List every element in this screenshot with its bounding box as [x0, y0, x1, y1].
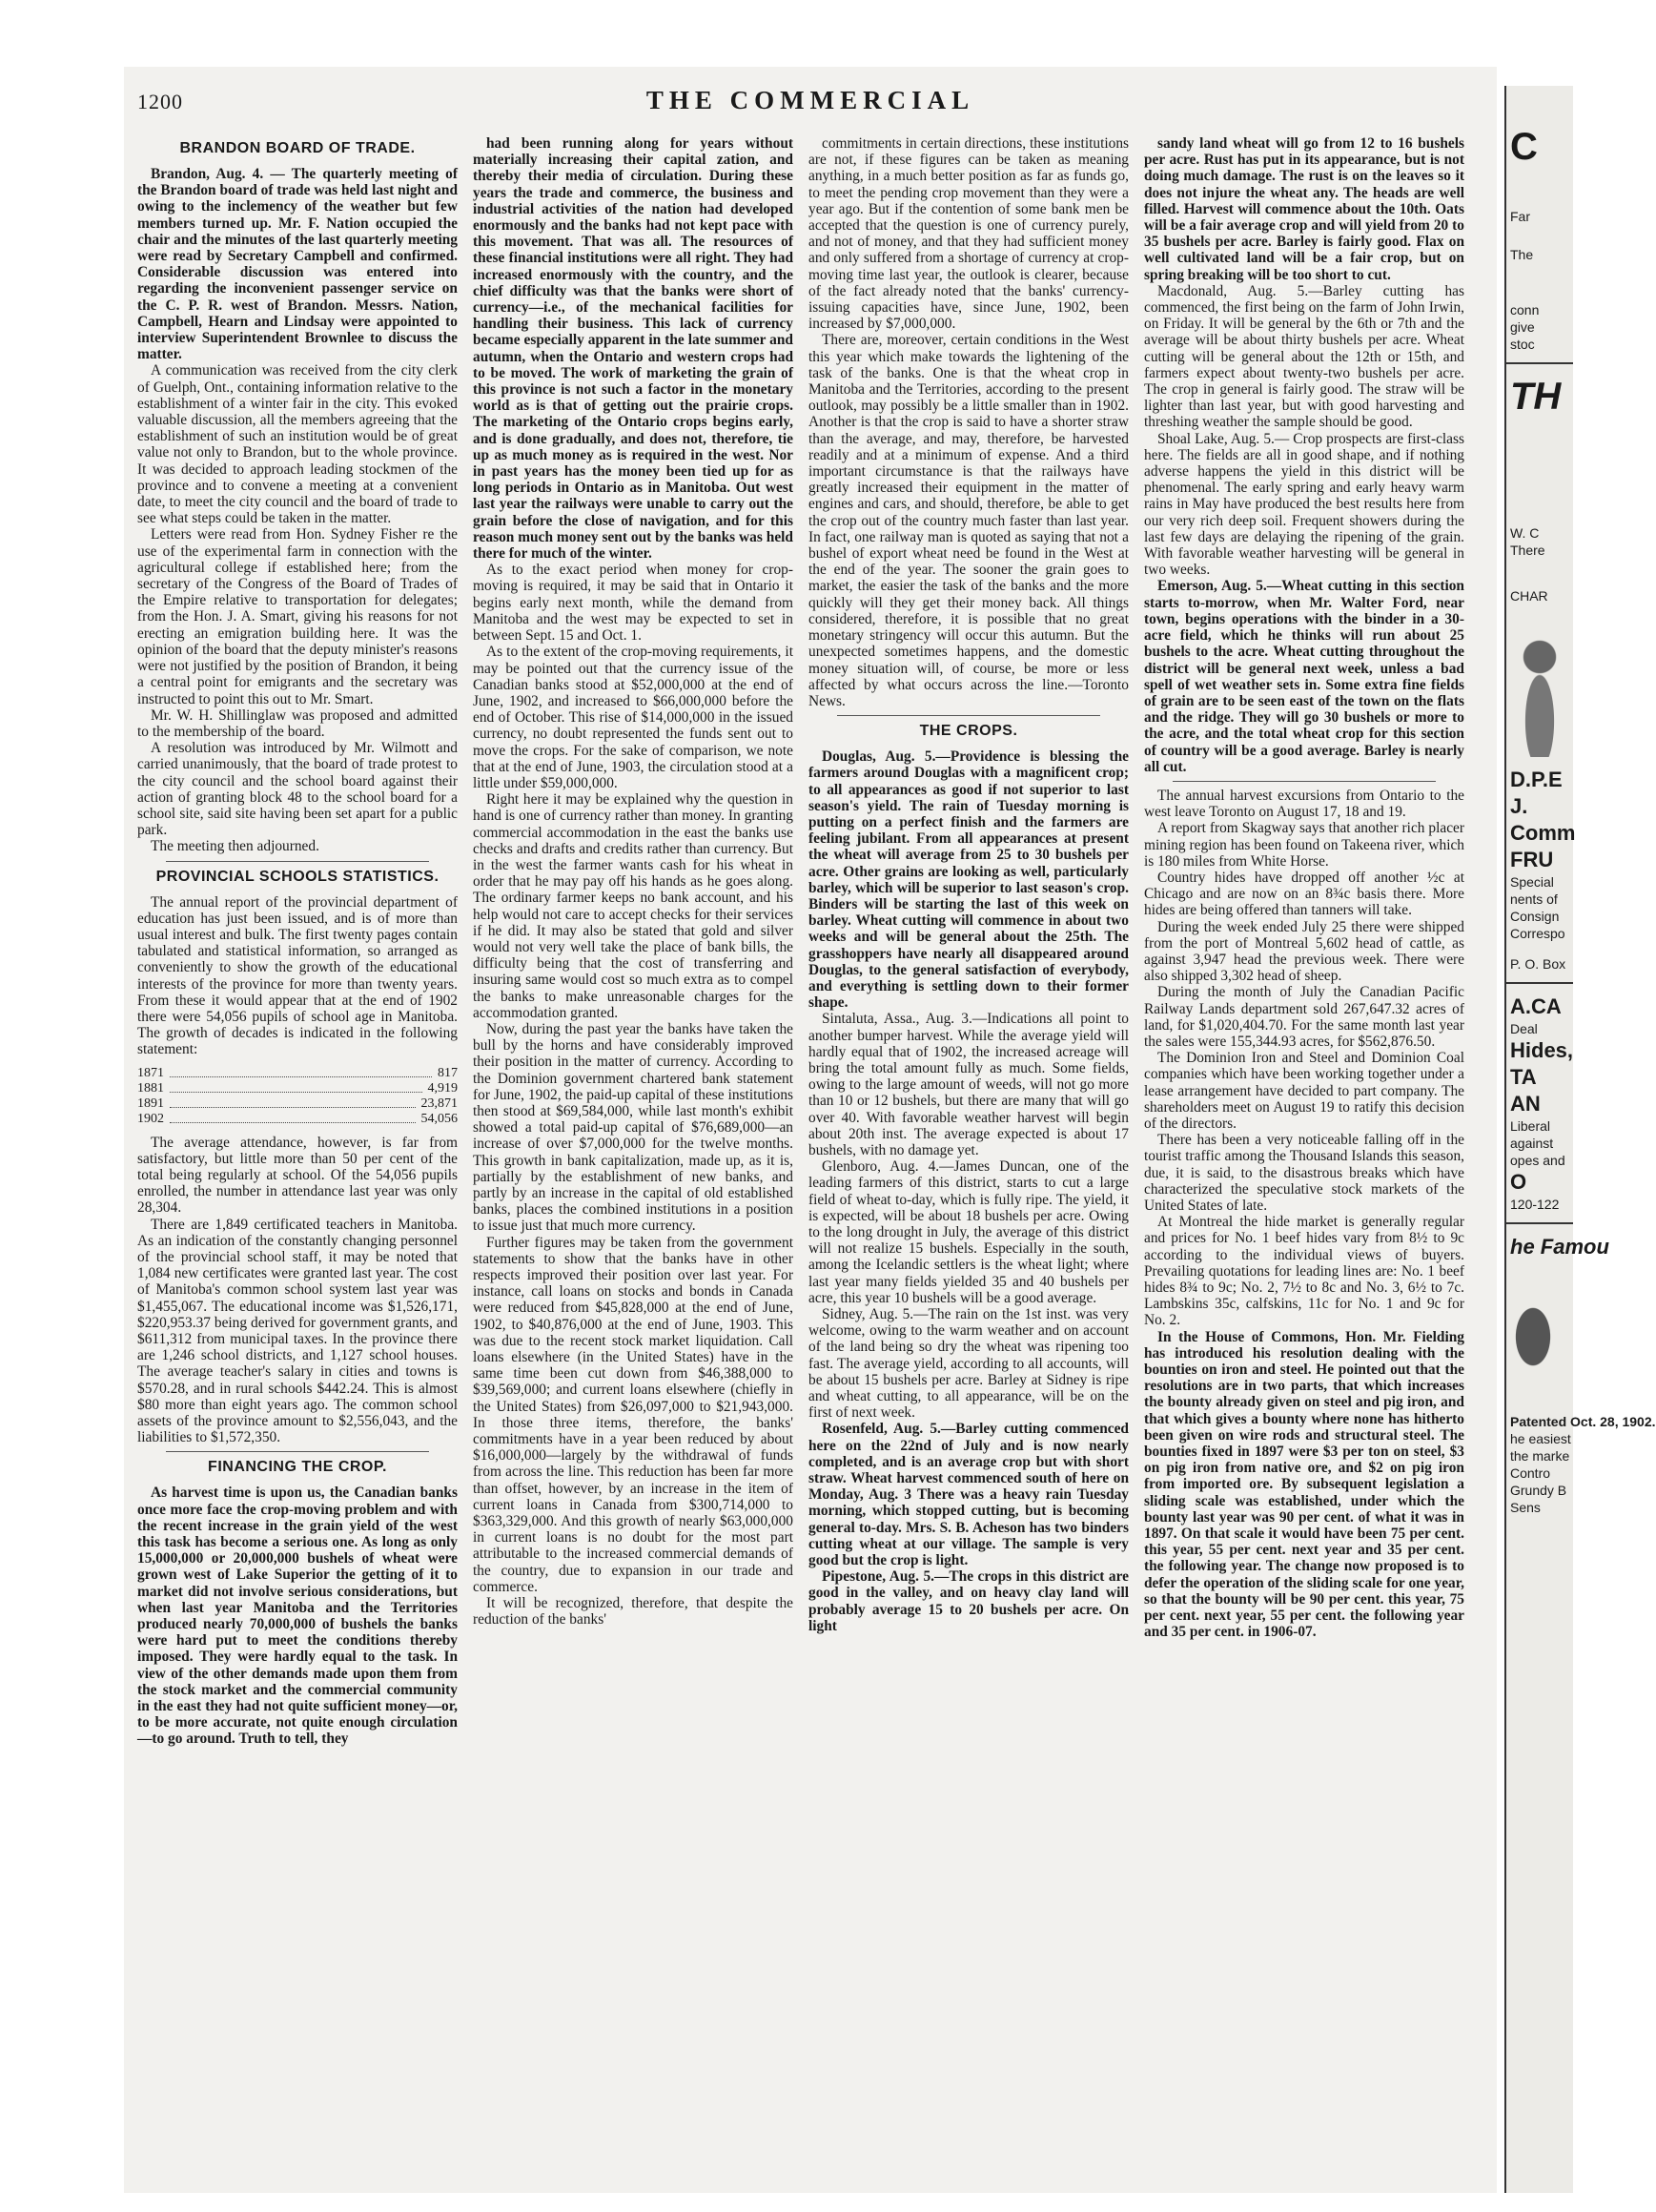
ad-fragment: opes and	[1510, 1153, 1565, 1168]
ad-fragment: W. C	[1510, 525, 1540, 541]
stat-value: 4,919	[427, 1080, 458, 1096]
stat-value: 23,871	[420, 1096, 458, 1111]
paragraph: Right here it may be explained why the question in hand is one of currency rather than money. In granting commercial accommodation in the east the banks use checks and drafts and credits rather than currency. But in the west the farmer wants cash for his wheat in order that he may pay off his hands as he goes along. The ordinary farmer keeps no bank account, and his help would not care to accept checks for their services if he did. It may also be stated that gold and silver would not very well take the place of bank bills, the difficulty being that the cost of transferring and insuring same would cost so much extra as to compel the banks to make unreasonable charges for the accommodation granted.	[473, 791, 793, 1021]
paragraph: There are 1,849 certificated teachers in Manitoba. As an indication of the constantly changing personnel of the provincial school staff, it may be noted that 1,084 new certificates were granted last year. The cost of Manitoba's common school system last year was $1,455,067. The educational income was $1,526,171, $220,953.37 being derived for government grants, and $611,312 from municipal taxes. In the province there are 1,246 school districts, and 1,127 school houses. The average teacher's salary in cities and towns is $570.28, and in rural schools $442.24. This is almost $80 more than eight years ago. The common school assets of the province amount to $2,556,043, and the liabilities to $1,572,350.	[137, 1216, 458, 1446]
paragraph: At Montreal the hide market is generally regular and prices for No. 1 beef hides vary from 8½ to 9c according to the individual views of buyers. Prevailing quotations for leading lines are: No. 1 beef hides 8¾ to 9c; No. 2, 7½ to 8c and No. 3, 6½ to 7c. Lambskins 35c, calfskins, 11c for No. 1 and 9c for No. 2.	[1144, 1214, 1464, 1329]
paragraph: During the week ended July 25 there were shipped from the port of Montreal 5,602 head of cattle, as against 3,947 head the previous week. There were also shipped 3,302 head of sheep.	[1144, 918, 1464, 985]
paragraph: Now, during the past year the banks have taken the bull by the horns and have considerably improved their position in the matter of currency. According to the Dominion government chartered bank statement for June, 1902, the paid-up capital of these institutions then stood at $69,584,000, while last month's exhibit showed a total paid-up capital of $76,689,000—an increase of over $7,000,000 for the twelve months. This growth in bank capitalization, made up, as it is, partially by the establishment of new banks, and partly by an increase in the capital of old established banks, places the combined institutions in a position to issue just that much more currency.	[473, 1020, 793, 1235]
ad-illustration	[1506, 1270, 1573, 1403]
newspaper-page	[124, 67, 1497, 2193]
paragraph: had been running along for years without materially increasing their capital zation, and thereby their media of circulation. During these years the trade and commerce, the business and industrial activities of the nation had developed enormously and the banks had not kept pace with this movement. That was all. The resources of these financial institutions were all right. They had increased enormously with the country, and the chief difficulty was that the banks were short of currency—i.e., of the mechanical facilities for handling their business. This lack of currency became especially apparent in the late summer and autumn, when the Ontario and western crops had to be moved. The work of marketing the grain of this province is not such a factor in the monetary world as is that of getting out the prairie crops. The marketing of the Ontario crops begins early, and is done gradually, and does not, therefore, tie up as much money as is required in the west. Nor in past years has the money been tied up for as long periods in Ontario as in Manitoba. Out west last year the railways were unable to carry out the grain before the close of navigation, and for this reason much money sent out by the banks was held there for much of the winter.	[473, 135, 793, 563]
paragraph: commitments in certain directions, these institutions are not, if these figures can be taken as meaning anything, in a much better position as far as funds go, to meet the pending crop movement than they were a year ago. But if the contention of some bank men be accepted that the question is one of currency purely, and not of money, and that they had sufficient money and only suffered from a shortage of currency at crop-moving time last year, the outlook is clearer, because of the fact already noted that the banks' currency-issuing capacities have, since June, 1902, been increased by $7,000,000.	[808, 135, 1129, 333]
ad-fragment: The	[1510, 247, 1534, 262]
adjacent-page-ads	[1504, 86, 1656, 2193]
headline-financing-crop: FINANCING THE CROP.	[208, 1459, 387, 1476]
ad-fragment: J.	[1510, 794, 1528, 818]
ad-fragment: he easiest	[1510, 1431, 1571, 1446]
masthead-title: THE COMMERCIAL	[645, 86, 975, 114]
paragraph: The meeting then adjourned.	[151, 838, 319, 855]
divider	[1173, 781, 1436, 782]
column-1	[137, 135, 458, 2185]
paragraph: Mr. W. H. Shillinglaw was proposed and admitted to the membership of the board.	[137, 707, 458, 740]
column-4	[1144, 135, 1464, 2185]
table-row	[137, 1066, 458, 1081]
paragraph: As to the extent of the crop-moving requirements, it may be pointed out that the currency issue of the Canadian banks stood at $52,000,000 at the end of June, 1902, and increased to $66,000,000 before the end of October. This rise of $14,000,000 in the issued currency, no doubt represented the funds sent out to move the crops. For the sake of comparison, we note that at the end of June, 1903, the circulation stood at a little under $59,000,000.	[473, 644, 793, 791]
page-header	[124, 67, 1497, 124]
paragraph: The annual harvest excursions from Ontario to the west leave Toronto on August 17, 18 and 19.	[1144, 787, 1464, 821]
ad-fragment: Patented Oct. 28, 1902.	[1510, 1414, 1656, 1429]
ad-fragment: the marke	[1510, 1448, 1570, 1464]
ad-fragment: AN	[1510, 1092, 1541, 1116]
column-2	[473, 135, 793, 2185]
ad-fragment: Contro	[1510, 1465, 1551, 1481]
paragraph: A resolution was introduced by Mr. Wilmott and carried unanimously, that the board of trade protest to the city council and the school board against their action of granting block 48 to the school board for a school site, said site having been set apart for a public park.	[137, 740, 458, 839]
paragraph: Brandon, Aug. 4. — The quarterly meeting of the Brandon board of trade was held last night and owing to the inclemency of the weather but few members turned up. Mr. F. Nation occupied the chair and the minutes of the last quarterly meeting were read by Secretary Campbell and confirmed. Considerable discussion was entered into regarding the inconvenient passenger service on the C. P. R. west of Brandon. Messrs. Nation, Campbell, Hearn and Lindsay were appointed to interview Superintendent Brownlee to discuss the matter.	[137, 166, 458, 363]
paragraph: Further figures may be taken from the government statements to show that the banks have in other respects improved their position over last year. For instance, call loans on stocks and bonds in Canada were reduced from $45,828,000 at the end of June, 1902, to $40,876,000 at the end of June, 1903. This was due to the recent stock market liquidation. Call loans elsewhere (in the United States) have in the same time been cut down from $46,388,000 to $39,569,000; and current loans elsewhere (chiefly in the United States) from $26,097,000 to $21,943,000. In those three items, therefore, the banks' commitments have in a year been reduced by about $16,000,000—largely by the withdrawal of funds from across the line. This reduction has been far more than offset, however, by an increase in the item of current loans in Canada from $300,714,000 to $363,329,000. And this growth of nearly $63,000,000 in current loans is no doubt for the most part attributable to the increased commercial demands of the country, due to expansion in our trade and commerce.	[473, 1234, 793, 1595]
ad-fragment: Grundy B	[1510, 1483, 1567, 1498]
paragraph: Glenboro, Aug. 4.—James Duncan, one of the leading farmers of this district, starts to cut a large field of wheat to-day, which is fully ripe. The yield, it is expected, will be about 18 bushels per acre. Owing to the long drought in July, the average of this district will not realize 15 bushels. Especially in the south, among the Icelandic settlers is the wheat light; where last year many fields yielded 35 and 40 bushels per acre, this year 10 bushels will be a good average.	[808, 1158, 1129, 1306]
ad-fragment: stoc	[1510, 337, 1535, 352]
paragraph: During the month of July the Canadian Pacific Railway Lands department sold 267,647.32 acres of land, for $1,020,404.70. For the same month last year the sales were 155,344.93 acres, for $562,876.50.	[1144, 984, 1464, 1050]
ad-fragment: Hides,	[1510, 1038, 1574, 1062]
paragraph: A report from Skagway says that another rich placer mining region has been found on Takeena river, which is 180 miles from White Horse.	[1144, 820, 1464, 870]
ad-fragment: Correspo	[1510, 926, 1565, 941]
ad-fragment: Far	[1510, 209, 1530, 224]
ad-fragment: D.P.E	[1510, 768, 1563, 791]
ad-fragment: There	[1510, 543, 1545, 558]
paragraph: Shoal Lake, Aug. 5.— Crop prospects are first-class here. The fields are all in good shape, and if nothing adverse happens the yield in this district will be phenomenal. The early spring and early heavy warm rains in May have produced the best results here from our very rich deep soil. Frequent showers during the last few days are delaying the ripening of the grain. With favorable weather harvesting will be general in two weeks.	[1144, 430, 1464, 579]
paragraph: Sintaluta, Assa., Aug. 3.—Indications all point to another bumper harvest. While the average yield will hardly equal that of 1902, the increased acreage will bring the total amount fully as much. Some fields, owing to the large amount of weeds, will not go more than 10 or 12 bushels, but there are many that will go over 40. With favorable weather harvest will begin about 20th inst. The average expected is about 17 bushels, with no damage yet.	[808, 1011, 1129, 1158]
page-number: 1200	[137, 90, 183, 113]
column-3	[808, 135, 1129, 2185]
ad-fragment: Sens	[1510, 1500, 1541, 1515]
stat-value: 54,056	[420, 1111, 458, 1126]
headline-schools-statistics: PROVINCIAL SCHOOLS STATISTICS.	[155, 868, 440, 885]
ad-fragment: give	[1510, 319, 1535, 335]
headline-brandon-board: BRANDON BOARD OF TRADE.	[179, 140, 416, 156]
paragraph: Country hides have dropped off another ½c at Chicago and are now on an 8¾c basis there. More hides are being offered than tanners will take.	[1144, 869, 1464, 919]
paragraph: A communication was received from the city clerk of Guelph, Ont., containing information relative to the establishment of a winter fair in the city. This evoked valuable discussion, all the members agreeing that the establishment of such an institution would be of great value not only to Brandon, but to the whole province. It was decided to approach leading stockmen of the province and to convene a meeting at a convenient date, to meet the city council and the board of trade to see what steps could be taken in the matter.	[137, 362, 458, 527]
divider	[837, 715, 1100, 716]
headline-the-crops: THE CROPS.	[919, 723, 1018, 740]
table-row	[137, 1096, 458, 1112]
paragraph: The annual report of the provincial department of education has just been issued, and is of more than usual interest and bulk. The first twenty pages contain tabulated and statistical information, so arranged as conveniently to show the growth of the educational interests of the province for more than twenty years. From these it would appear that at the end of 1902 there were 54,056 pupils of school age in Manitoba. The growth of decades is indicated in the following statement:	[137, 893, 458, 1058]
ad-fragment: TA	[1510, 1065, 1537, 1089]
ad-fragment: FRU	[1510, 848, 1554, 871]
ad-fragment: he Famou	[1510, 1235, 1609, 1259]
ad-fragment: C	[1510, 126, 1538, 168]
stat-year: 1891	[137, 1096, 164, 1111]
ad-fragment: conn	[1510, 302, 1540, 317]
paragraph: The Dominion Iron and Steel and Dominion Coal companies which have been working together under a lease arrangement have decided to part company. The shareholders meet on August 19 to ratify this decision of the directors.	[1144, 1050, 1464, 1132]
ad-illustration	[1506, 614, 1573, 757]
paragraph: In the House of Commons, Hon. Mr. Fielding has introduced his resolution dealing with the bounties on iron and steel. He pointed out that the resolutions are in two parts, that which increases the bounty already given on steel and pig iron, and that which gives a bounty where none has hitherto been given on wire rods and structural steel. The bounties fixed in 1897 were $3 per ton on steel, $3 on pig iron from native ore, and $2 on pig iron from imported ore. By subsequent legislation a sliding scale was established, under which the bounty last year was 90 per cent. of what it was in 1897. On that scale it would have been 75 per cent. this year, 55 per cent. next year and 35 per cent. the following year. The change now proposed is to defer the operation of the sliding scale for one year, so that the bounty will be 90 per cent. this year, 75 per cent. next year, 55 per cent. the following year and 35 per cent. in 1906-07.	[1144, 1328, 1464, 1641]
paragraph: sandy land wheat will go from 12 to 16 bushels per acre. Rust has put in its appearance, but is not doing much damage. The rust is on the leaves so it does not injure the wheat any. The heads are well filled. Harvest will commence about the 10th. Oats will be a fair average crop and will yield from 20 to 35 bushels per acre. Barley is fairly good. Flax on well cultivated land will be a fair crop, but on spring breaking will be too short to cut.	[1144, 135, 1464, 283]
paragraph: As harvest time is upon us, the Canadian banks once more face the crop-moving problem and with the recent increase in the grain yield of the west this task has become a serious one. As long as only 15,000,000 or 20,000,000 bushels of wheat were grown west of Lake Superior the getting of it to market did not involve serious considerations, but when last year Manitoba and the Territories produced nearly 70,000,000 of bushels the banks were hard put to meet the conditions thereby imposed. They were hardly equal to the task. In view of the other demands made upon them from the stock market and the commercial community in the east they had not quite sufficient money—or, to be more accurate, not quite enough circulation—to go around. Truth to tell, they	[137, 1485, 458, 1748]
ad-fragment: TH	[1510, 376, 1562, 418]
paragraph: It will be recognized, therefore, that despite the reduction of the banks'	[473, 1595, 793, 1628]
ad-fragment: against	[1510, 1136, 1554, 1151]
paragraph: Emerson, Aug. 5.—Wheat cutting in this section starts to-morrow, when Mr. Walter Ford, near town, begins operations with the binder in a 30-acre field, which he thinks will run about 25 bushels to the acre. Wheat cutting throughout the district will be general next week, unless a bad spell of wet weather sets in. Some extra fine fields of grain are to be seen east of the town on the flats and the ridge. They will go 30 bushels or more to the acre, and the total wheat crop for this section of country will be a good average. Barley is nearly all cut.	[1144, 578, 1464, 775]
ad-fragment: O	[1510, 1170, 1527, 1194]
ad-fragment: Special	[1510, 874, 1554, 890]
stat-year: 1871	[137, 1065, 164, 1080]
paragraph: Pipestone, Aug. 5.—The crops in this district are good in the valley, and on heavy clay land will probably average 15 to 20 bushels per acre. On light	[808, 1568, 1129, 1634]
paragraph: The average attendance, however, is far from satisfactory, but little more than 50 per cent of the total being regularly at school. Of the 54,056 pupils enrolled, the number in attendance last year was only 28,304.	[137, 1134, 458, 1217]
ad-fragment: nents of	[1510, 891, 1558, 907]
paragraph: Douglas, Aug. 5.—Providence is blessing the farmers around Douglas with a magnificent crop; to all appearances as good if not superior to last season's yield. The rain of Tuesday morning is putting on a perfect finish and the farmers are feeling jubilant. From all appearances at present the wheat will average from 25 to 30 bushels per acre. Other grains are looking as well, particularly barley, which will be superior to last season's crop. Binders will be starting the last of this week on barley. Wheat cutting will commence in about two weeks and will be general about the 25th. The grasshoppers have nearly all disappeared around Douglas, to the general satisfaction of everybody, and everything is settling down to their former shape.	[808, 748, 1129, 1012]
ad-fragment: Liberal	[1510, 1118, 1551, 1134]
paragraph: Sidney, Aug. 5.—The rain on the 1st inst. was very welcome, owing to the warm weather and on account of the land being so dry the wheat was ripening too fast. The average yield, according to all accounts, will be about 15 bushels per acre. Barley at Sidney is ripe and wheat cutting, to all appearance, will be on the first of next week.	[808, 1306, 1129, 1422]
divider	[166, 861, 429, 862]
paragraph: Macdonald, Aug. 5.—Barley cutting has commenced, the first being on the farm of John Irwin, on Friday. It will be general by the 6th or 7th and the average will be about thirty bushels per acre. Wheat cutting will be general about the 12th or 15th, and farmers expect about twenty-two bushels per acre. The crop in general is fairly good. The straw will be lighter than last year, but with good harvesting and threshing weather the sample should be good.	[1144, 282, 1464, 431]
article-columns	[137, 135, 1510, 2185]
table-row	[137, 1081, 458, 1096]
ad-fragment: Comm	[1510, 821, 1576, 845]
paragraph: There are, moreover, certain conditions in the West this year which make towards the lightening of the task of the banks. One is that the wheat crop in Manitoba and the Territories, according to the present outlook, may possibly be a little smaller than in 1902. Another is that the crop is said to have a shorter straw than the average, and may, therefore, be harvested readily and at a minimum of expense. And a third important circumstance is that the railways have greatly increased their equipment in the matter of engines and cars, and should, therefore, be able to get the crop out of the country much faster than last year. In fact, one railway man is quoted as saying that not a bushel of export wheat need be found in the West at the end of the year. The sooner the grain goes to market, the easier the task of the banks and the more quickly will they get their money back. All things considered, therefore, it is possible that no great monetary stringency will occur this autumn. But the unexpected sometimes happens, and the domestic money situation will, of course, be more or less affected by what occurs across the line.—Toronto News.	[808, 332, 1129, 709]
ad-fragment: 120-122	[1510, 1197, 1560, 1212]
paragraph: Letters were read from Hon. Sydney Fisher re the use of the experimental farm in connection with the agricultural college if established here; from the secretary of the Congress of the Board of Trades of the Empire relative to transportation for delegates; from the Hon. J. A. Smart, giving his reasons for not erecting an emigration building here. It was the opinion of the board that the deputy minister's reasons were not justified by the position of Brandon, it being a central point for emigrants and the secretary was instructed to point this out to Mr. Smart.	[137, 526, 458, 707]
ad-fragment: CHAR	[1510, 588, 1548, 604]
enrollment-table	[137, 1066, 458, 1127]
stat-value: 817	[438, 1065, 458, 1080]
divider	[166, 1451, 429, 1452]
ad-fragment: A.CA	[1510, 994, 1562, 1018]
ad-fragment: Consign	[1510, 909, 1560, 924]
table-row	[137, 1112, 458, 1127]
ad-fragment: Deal	[1510, 1021, 1538, 1036]
paragraph: As to the exact period when money for crop-moving is required, it may be said that in Ontario it begins early next month, while the demand from Manitoba and the west may be expected to set in between Sept. 15 and Oct. 1.	[473, 562, 793, 645]
stat-year: 1881	[137, 1080, 164, 1096]
ad-fragment: P. O. Box	[1510, 956, 1566, 972]
paragraph: There has been a very noticeable falling off in the tourist traffic among the Thousand Islands this season, due, it is said, to the disastrous breaks which have characterized the speculative stock markets of the United States of late.	[1144, 1132, 1464, 1214]
stat-year: 1902	[137, 1111, 164, 1126]
paragraph: Rosenfeld, Aug. 5.—Barley cutting commenced here on the 22nd of July and is now nearly completed, and is an average crop but with short straw. Wheat harvest commenced south of here on Monday, Aug. 3 There was a heavy rain Tuesday morning, which stopped cutting, but is becoming general to-day. Mrs. S. B. Acheson has two binders cutting wheat at our village. The sample is very good but the crop is light.	[808, 1421, 1129, 1569]
